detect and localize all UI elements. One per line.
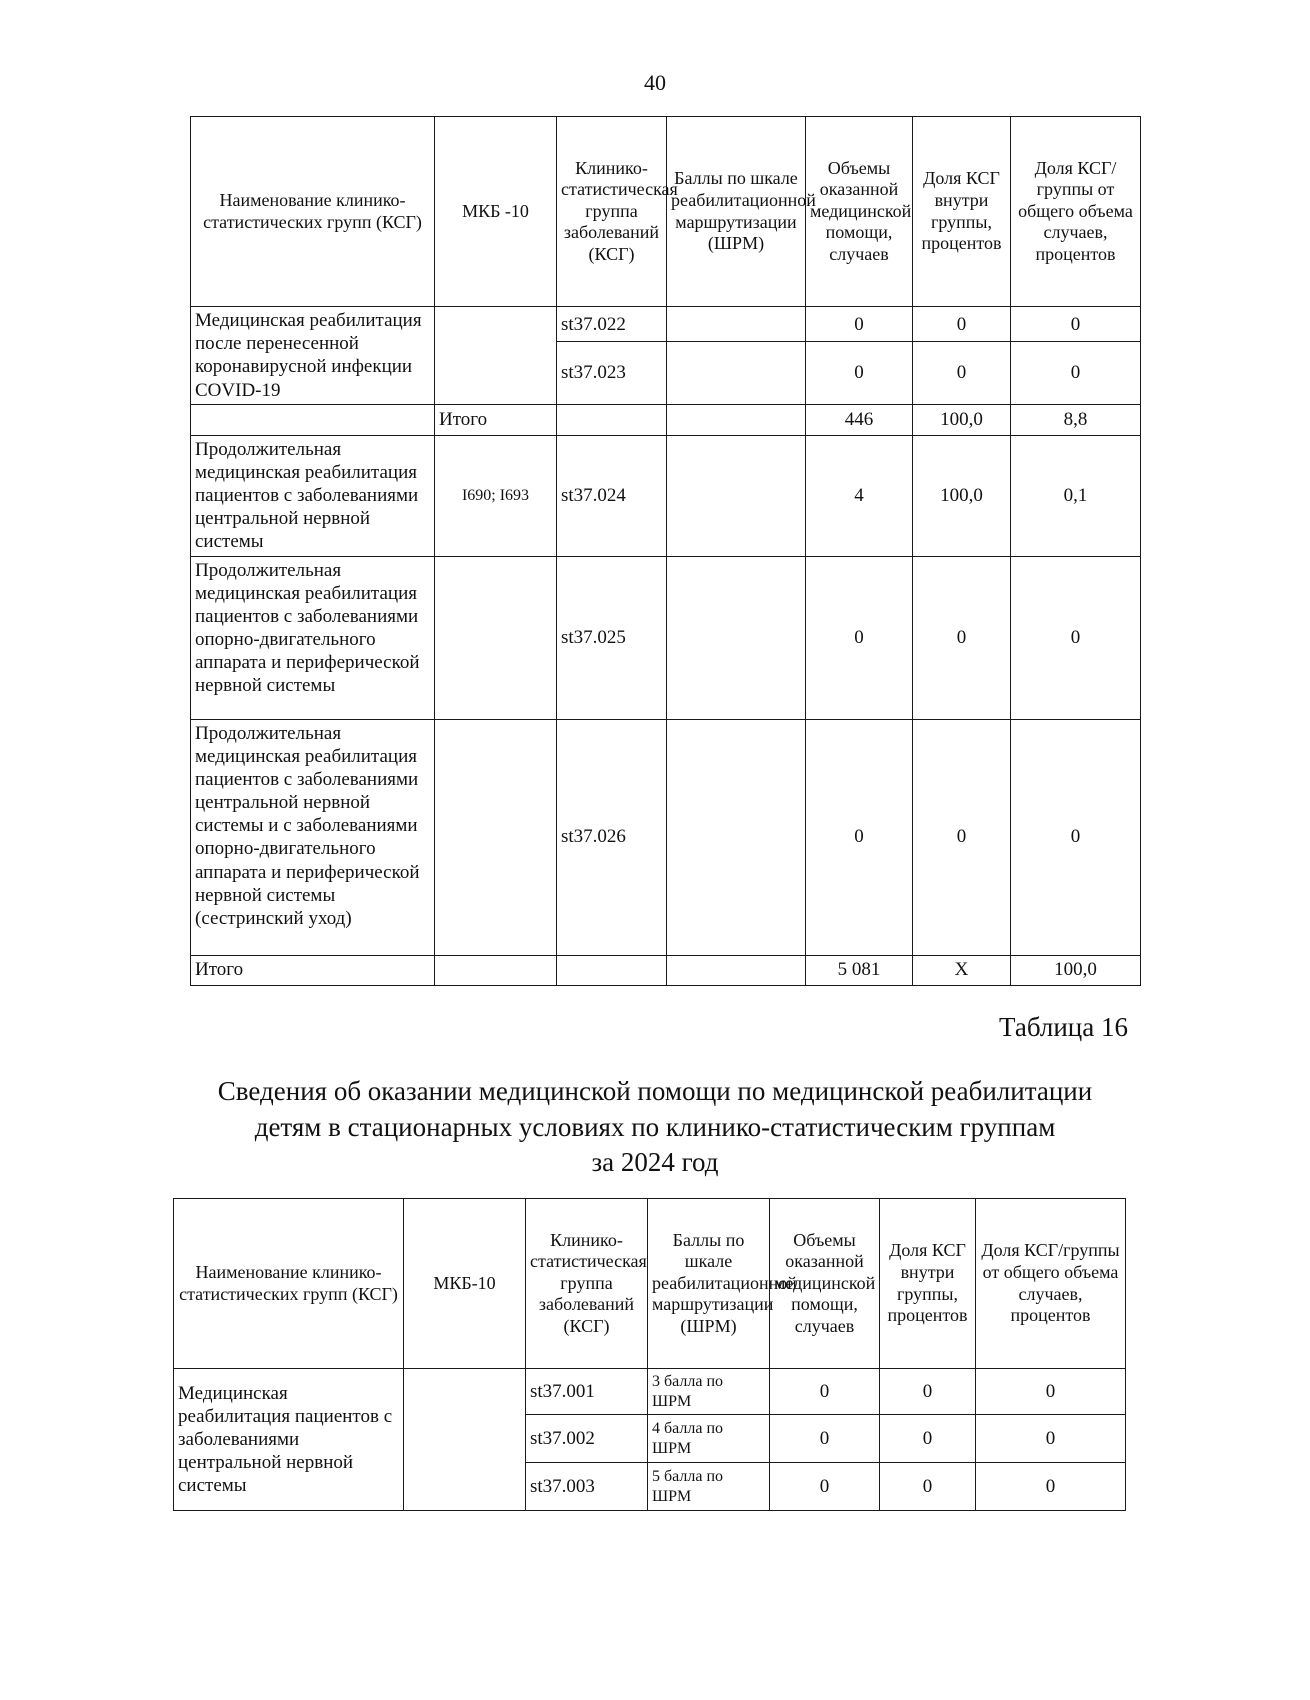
row-volume: 4 — [806, 435, 913, 556]
row-shrm — [667, 719, 806, 955]
header-ksg: Клинико-статистическая группа заболеваний (КСГ) — [526, 1199, 648, 1369]
subtotal-share-group: 100,0 — [913, 404, 1011, 435]
row-share-group: 0 — [880, 1463, 976, 1511]
row-ksg — [557, 955, 667, 985]
row-ksg — [557, 404, 667, 435]
row-ksg: st37.023 — [557, 342, 667, 404]
row-volume: 0 — [770, 1369, 880, 1415]
row-share-group: 0 — [913, 307, 1011, 342]
row-volume: 0 — [770, 1463, 880, 1511]
row-mkb — [435, 307, 557, 405]
header-volume: Объемы оказанной медицинской помощи, случаев — [770, 1199, 880, 1369]
header-name: Наименование клинико-статистических групп (КСГ) — [191, 117, 435, 307]
table-row — [191, 435, 1141, 556]
row-name: Продолжительная медицинская реабилитация пациентов с заболеваниями опорно-двигательного аппарата и периферической нервной системы — [191, 556, 435, 719]
title-line: детям в стационарных условиях по клинико-статистическим группам — [254, 1111, 1056, 1142]
header-share-group: Доля КСГ внутри группы, процентов — [880, 1199, 976, 1369]
row-share-group: 0 — [913, 556, 1011, 719]
row-volume: 0 — [806, 342, 913, 404]
row-ksg: st37.001 — [526, 1369, 648, 1415]
row-shrm — [667, 404, 806, 435]
row-volume: 0 — [806, 556, 913, 719]
total-share-group: X — [913, 955, 1011, 985]
table-row — [174, 1369, 1126, 1415]
row-name: Продолжительная медицинская реабилитация пациентов с заболеваниями центральной нервной системы — [191, 435, 435, 556]
row-share-group: 0 — [913, 342, 1011, 404]
row-volume: 0 — [770, 1415, 880, 1463]
page-number: 40 — [644, 70, 666, 95]
row-share-total: 0 — [976, 1369, 1126, 1415]
title-line: за 2024 год — [591, 1147, 719, 1178]
subtotal-row — [191, 404, 1141, 435]
header-share-total: Доля КСГ/группы от общего объема случаев, процентов — [976, 1199, 1126, 1369]
row-mkb — [435, 955, 557, 985]
total-share-total: 100,0 — [1011, 955, 1141, 985]
row-shrm: 5 балла по ШРМ — [648, 1463, 770, 1511]
header-mkb: МКБ -10 — [435, 117, 557, 307]
row-share-group: 0 — [880, 1369, 976, 1415]
header-shrm: Баллы по шкале реабилитационной маршрутизации (ШРМ) — [648, 1199, 770, 1369]
row-share-total: 0 — [976, 1463, 1126, 1511]
table-16-title — [140, 1074, 1170, 1181]
row-ksg: st37.003 — [526, 1463, 648, 1511]
header-mkb: МКБ-10 — [404, 1199, 526, 1369]
row-share-group: 0 — [913, 719, 1011, 955]
header-share-total: Доля КСГ/группы от общего объема случаев, процентов — [1011, 117, 1141, 307]
header-shrm: Баллы по шкале реабилитационной маршрутизации (ШРМ) — [667, 117, 806, 307]
row-mkb: I690; I693 — [435, 435, 557, 556]
row-ksg: st37.026 — [557, 719, 667, 955]
row-shrm — [667, 435, 806, 556]
row-share-total: 0 — [1011, 307, 1141, 342]
header-share-group: Доля КСГ внутри группы, процентов — [913, 117, 1011, 307]
row-shrm — [667, 556, 806, 719]
row-ksg: st37.002 — [526, 1415, 648, 1463]
header-volume: Объемы оказанной медицинской помощи, случаев — [806, 117, 913, 307]
row-volume: 0 — [806, 719, 913, 955]
table-header-row — [174, 1199, 1126, 1369]
row-ksg: st37.024 — [557, 435, 667, 556]
row-shrm — [667, 307, 806, 342]
row-share-total: 0 — [976, 1415, 1126, 1463]
subtotal-volume: 446 — [806, 404, 913, 435]
row-shrm — [667, 955, 806, 985]
table-15 — [190, 116, 1141, 986]
row-shrm — [667, 342, 806, 404]
row-shrm: 3 балла по ШРМ — [648, 1369, 770, 1415]
table-row — [191, 719, 1141, 955]
table-16-label: Таблица 16 — [999, 1012, 1128, 1042]
total-row — [191, 955, 1141, 985]
header-name: Наименование клинико-статистических групп (КСГ) — [174, 1199, 404, 1369]
row-share-total: 0 — [1011, 719, 1141, 955]
table-row — [191, 307, 1141, 342]
row-mkb — [435, 556, 557, 719]
row-mkb — [435, 719, 557, 955]
table-row — [191, 556, 1141, 719]
total-volume: 5 081 — [806, 955, 913, 985]
table-16 — [173, 1198, 1126, 1511]
row-volume: 0 — [806, 307, 913, 342]
table-header-row — [191, 117, 1141, 307]
row-share-total: 0 — [1011, 342, 1141, 404]
row-share-total: 0 — [1011, 556, 1141, 719]
subtotal-share-total: 8,8 — [1011, 404, 1141, 435]
row-name: Медицинская реабилитация после перенесенной коронавирусной инфекции COVID-19 — [191, 307, 435, 405]
row-share-group: 100,0 — [913, 435, 1011, 556]
row-mkb — [404, 1369, 526, 1511]
total-label: Итого — [191, 955, 435, 985]
row-name: Медицинская реабилитация пациентов с заболеваниями центральной нервной системы — [174, 1369, 404, 1511]
row-ksg: st37.025 — [557, 556, 667, 719]
header-ksg: Клинико-статистическая группа заболеваний (КСГ) — [557, 117, 667, 307]
row-share-group: 0 — [880, 1415, 976, 1463]
row-ksg: st37.022 — [557, 307, 667, 342]
subtotal-label: Итого — [435, 404, 557, 435]
row-name — [191, 404, 435, 435]
title-line: Сведения об оказании медицинской помощи по медицинской реабилитации — [217, 1076, 1093, 1106]
row-name: Продолжительная медицинская реабилитация пациентов с заболеваниями центральной нервной системы и с заболеваниями опорно-двигательного аппарата и периферической нервной системы (сестринский уход) — [191, 719, 435, 955]
row-share-total: 0,1 — [1011, 435, 1141, 556]
row-shrm: 4 балла по ШРМ — [648, 1415, 770, 1463]
